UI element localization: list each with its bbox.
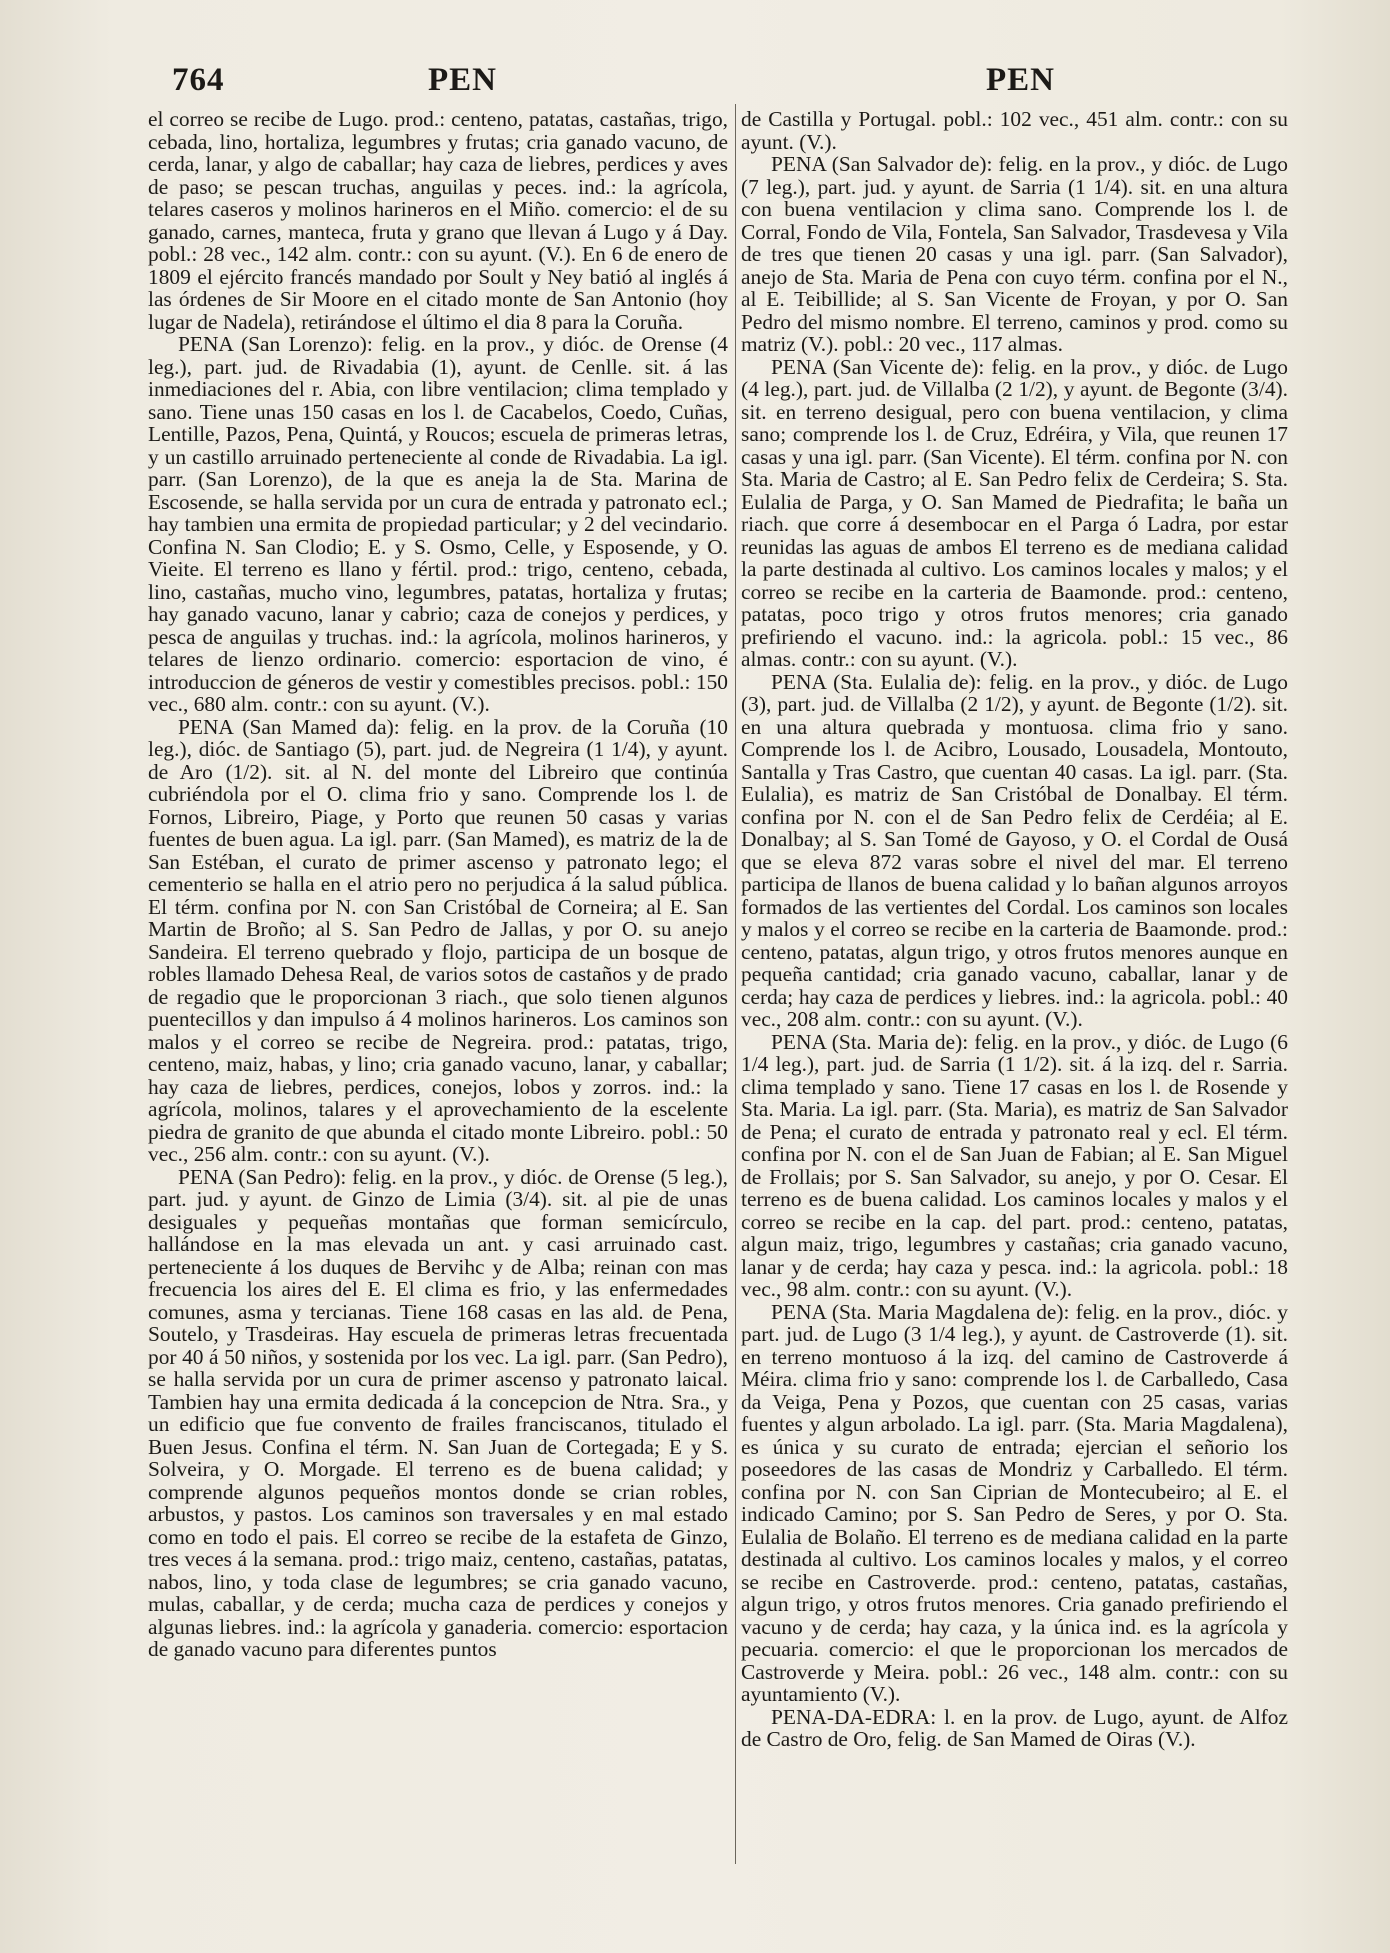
entry-pena-sta-eulalia-de: PENA (Sta. Eulalia de): felig. en la prov., y dióc. de Lugo (3), part. jud. de Villalba (2 1/2), y ayunt. de Begonte (1/2). sit. en una altura quebrada y montuosa. clima frio y sano. Comprende los l. de Acibro, Lousado, Lousadela, Montouto, Santalla y Tras Castro, que cuentan 40 casas. La igl. parr. (Sta. Eulalia), es matriz de San Cristóbal de Donalbay. El térm. confina por N. con el de San Pedro felix de Cerdéia; al E. Donalbay; al S. San Tomé de Gayoso, y O. el Cordal de Ousá que se eleva 872 varas sobre el nivel del mar. El terreno participa de llanos de buena calidad y lo bañan algunos arroyos formados de las vertientes del Cordal. Los caminos son locales y malos y el correo se recibe en la carteria de Baamonde. prod.: centeno, patatas, algun trigo, y otros frutos menores aunque en pequeña cantidad; cria ganado vacuno, caballar, lanar y de cerda; hay caza de perdices y liebres. ind.: la agricola. pobl.: 40 vec., 208 alm. contr.: con su ayunt. (V.). (741, 669, 1288, 1031)
entry-pena-da-edra: PENA-DA-EDRA: l. en la prov. de Lugo, ayunt. de Alfoz de Castro de Oro, felig. de San Mamed de Oiras (V.). (741, 1704, 1288, 1751)
left-column (148, 108, 728, 1661)
running-head-right: PEN (986, 62, 1055, 98)
running-head-left: PEN (428, 62, 497, 98)
entry-pena-san-mamed-da: PENA (San Mamed da): felig. en la prov. de la Coruña (10 leg.), dióc. de Santiago (5), part. jud. de Negreira (1 1/4), y ayunt. de Aro (1/2). sit. al N. del monte del Libreiro que continúa cubriéndola por el O. clima frio y sano. Comprende los l. de Fornos, Libreiro, Piage, y Porto que reunen 50 casas y varias fuentes de buen agua. La igl. parr. (San Mamed), es matriz de la de San Estéban, el curato de primer ascenso y patronato lego; el cementerio se halla en el atrio pero no perjudica á la salud pública. El térm. confina por N. con San Cristóbal de Corneira; al E. San Martin de Broño; al S. San Pedro de Jallas, y por O. su anejo Sandeira. El terreno quebrado y flojo, participa de un bosque de robles llamado Dehesa Real, de varios sotos de castaños y de prado de regadio que le proporcionan 3 riach., que solo tienen algunos puentecillos y dan impulso á 4 molinos harineros. Los caminos son malos y el correo se recibe de Negreira. prod.: patatas, trigo, centeno, maiz, habas, y lino; cria ganado vacuno, lanar, y caballar; hay caza de liebres, perdices, conejos, lobos y zorros. ind.: la agrícola, molinos, talares y el aprovechamiento de la escelente piedra de granito de que abunda el citado monte Libreiro. pobl.: 50 vec., 256 alm. contr.: con su ayunt. (V.). (148, 714, 728, 1166)
entry-pena-san-vicente-de: PENA (San Vicente de): felig. en la prov., y dióc. de Lugo (4 leg.), part. jud. de Villalba (2 1/2), y ayunt. de Begonte (3/4). sit. en terreno desigual, pero con buena ventilacion, y clima sano; comprende los l. de Cruz, Edréira, y Vila, que reunen 17 casas y una igl. parr. (San Vicente). El térm. confina por N. con Sta. Maria de Castro; al E. San Pedro felix de Cerdeira; S. Sta. Eulalia de Parga, y O. San Mamed de Piedrafita; le baña un riach. que corre á desembocar en el Parga ó Ladra, por estar reunidas las aguas de ambos El terreno es de mediana calidad la parte destinada al cultivo. Los caminos locales y malos; y el correo se recibe en la carteria de Baamonde. prod.: centeno, patatas, poco trigo y otros frutos menores; cria ganado prefiriendo el vacuno. ind.: la agricola. pobl.: 15 vec., 86 almas. contr.: con su ayunt. (V.). (741, 354, 1288, 671)
entry-pena-sta-maria-de: PENA (Sta. Maria de): felig. en la prov., y dióc. de Lugo (6 1/4 leg.), part. jud. de Sarria (1 1/2). sit. á la izq. del r. Sarria. clima templado y sano. Tiene 17 casas en los l. de Rosende y Sta. Maria. La igl. parr. (Sta. Maria), es matriz de San Salvador de Pena; el curato de entrada y patronato real y ecl. El térm. confina por N. con el de San Juan de Fabian; al E. San Miguel de Frollais; por S. San Salvador, su anejo, y por O. Cesar. El terreno es de buena calidad. Los caminos locales y malos y el correo se recibe en la cap. del part. prod.: centeno, patatas, algun maiz, trigo, legumbres y castañas; cria ganado vacuno, lanar y de cerda; hay caza y pesca. ind.: la agricola. pobl.: 18 vec., 98 alm. contr.: con su ayunt. (V.). (741, 1029, 1288, 1301)
column-divider (735, 104, 736, 1864)
entry-pena-san-lorenzo: PENA (San Lorenzo): felig. en la prov., y dióc. de Orense (4 leg.), part. jud. de Rivadabia (1), ayunt. de Cenlle. sit. á las inmediaciones del r. Abia, con libre ventilacion; clima templado y sano. Tiene unas 150 casas en los l. de Cacabelos, Coedo, Cuñas, Lentille, Pazos, Pena, Quintá, y Roucos; escuela de primeras letras, y un castillo arruinado perteneciente al conde de Rivadabia. La igl. parr. (San Lorenzo), de la que es aneja la de Sta. Marina de Escosende, se halla servida por un cura de entrada y patronato ecl.; hay tambien una ermita de propiedad particular; y 2 del vecindario. Confina N. San Clodio; E. y S. Osmo, Celle, y Esposende, y O. Vieite. El terreno es llano y fértil. prod.: trigo, centeno, cebada, lino, castañas, mucho vino, legumbres, patatas, hortaliza y frutas; hay ganado vacuno, lanar y cabrio; caza de conejos y perdices, y pesca de anguilas y truchas. ind.: la agrícola, molinos harineros, y telares de lienzo ordinario. comercio: esportacion de vino, é introduccion de géneros de vestir y comestibles precisos. pobl.: 150 vec., 680 alm. contr.: con su ayunt. (V.). (148, 332, 728, 716)
entry-continuation: el correo se recibe de Lugo. prod.: centeno, patatas, castañas, trigo, cebada, lino, hortaliza, legumbres y frutas; cria ganado vacuno, de cerda, lanar, y algo de caballar; hay caza de liebres, perdices y aves de paso; se pescan truchas, anguilas y peces. ind.: la agrícola, telares caseros y molinos harineros en el Miño. comercio: el de su ganado, carnes, manteca, fruta y grano que llevan á Lugo y á Day. pobl.: 28 vec., 142 alm. contr.: con su ayunt. (V.). En 6 de enero de 1809 el ejército francés mandado por Soult y Ney batió al inglés á las órdenes de Sir Moore en el citado monte de San Antonio (hoy lugar de Nadela), retirándose el último el dia 8 para la Coruña. (148, 107, 728, 334)
entry-pena-san-salvador-de: PENA (San Salvador de): felig. en la prov., y dióc. de Lugo (7 leg.), part. jud. y ayunt. de Sarria (1 1/4). sit. en una altura con buena ventilacion y clima sano. Comprende los l. de Corral, Fondo de Vila, Fontela, San Salvador, Trasdevesa y Vila de tres que tienen 20 casas y una igl. parr. (San Salvador), anejo de Sta. Maria de Pena con cuyo térm. confina por el N., al E. Teibillide; al S. San Vicente de Froyan, y por O. San Pedro del mismo nombre. El terreno, caminos y prod. como su matriz (V.). pobl.: 20 vec., 117 almas. (741, 152, 1288, 356)
entry-continuation-right: de Castilla y Portugal. pobl.: 102 vec., 451 alm. contr.: con su ayunt. (V.). (741, 107, 1288, 154)
page-number: 764 (172, 62, 225, 98)
entry-pena-sta-maria-magdalena-de: PENA (Sta. Maria Magdalena de): felig. en la prov., dióc. y part. jud. de Lugo (3 1/4 leg.), y ayunt. de Castroverde (1). sit. en terreno montuoso á la izq. del camino de Castroverde á Méira. clima frio y sano: comprende los l. de Carballedo, Casa da Veiga, Pena y Pozos, que cuentan con 25 casas, varias fuentes y algun arbolado. La igl. parr. (Sta. Maria Magdalena), es única y su curato de entrada; ejercian el señorio los poseedores de las casas de Mondriz y Carballedo. El térm. confina por N. con San Ciprian de Montecubeiro; al E. el indicado Camino; por S. San Pedro de Seres, y por O. Sta. Eulalia de Bolaño. El terreno es de mediana calidad en la parte destinada al cultivo. Los caminos locales y malos, y el correo se recibe en Castroverde. prod.: centeno, patatas, castañas, algun trigo, y otros frutos menores. Cria ganado prefiriendo el vacuno y de cerda; hay caza, y la única ind. es la agrícola y pecuaria. comercio: el que le proporcionan los mercados de Castroverde y Meira. pobl.: 26 vec., 148 alm. contr.: con su ayuntamiento (V.). (741, 1299, 1288, 1706)
entry-pena-san-pedro: PENA (San Pedro): felig. en la prov., y dióc. de Orense (5 leg.), part. jud. y ayunt. de Ginzo de Limia (3/4). sit. al pie de unas desiguales y pequeñas montañas que forman semicírculo, hallándose en la mas elevada un ant. y casi arruinado cast. perteneciente á los duques de Bervihc y de Alba; reinan con mas frecuencia los aires del E. El clima es frio, y las enfermedades comunes, asma y tercianas. Tiene 168 casas en las ald. de Pena, Soutelo, y Trasdeiras. Hay escuela de primeras letras frecuentada por 40 á 50 niños, y sostenida por los vec. La igl. parr. (San Pedro), se halla servida por un cura de primer ascenso y patronato laical. Tambien hay una ermita dedicada á la concepcion de Ntra. Sra., y un edificio que fue convento de frailes franciscanos, titulado el Buen Jesus. Confina el térm. N. San Juan de Cortegada; E y S. Solveira, y O. Morgade. El terreno es de buena calidad; y comprende algunos pequeños montos donde se crian robles, arbustos, y pastos. Los caminos son traversales y en mal estado como en todo el pais. El correo se recibe de la estafeta de Ginzo, tres veces á la semana. prod.: trigo maiz, centeno, castañas, patatas, nabos, lino, y toda clase de legumbres; se cria ganado vacuno, mulas, caballar, y de cerda; mucha caza de perdices y conejos y algunas liebres. ind.: la agrícola y ganaderia. comercio: esportacion de ganado vacuno para diferentes puntos (148, 1164, 728, 1661)
right-column (741, 108, 1288, 1751)
